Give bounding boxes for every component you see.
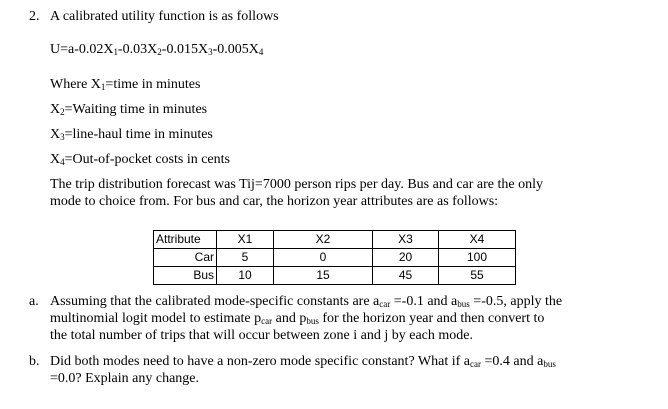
part-b-label: b.	[29, 354, 40, 369]
table-cell: 5	[217, 249, 274, 267]
question-intro: A calibrated utility function is as follows	[50, 9, 279, 24]
table-cell: 45	[373, 267, 439, 285]
table-cell: 100	[439, 249, 516, 267]
table-cell: Car	[154, 249, 217, 267]
definition-x4: $X_4=Out-of$-pocket costs in cents	[50, 152, 230, 167]
table-cell: 15	[274, 267, 373, 285]
table-row	[154, 249, 516, 267]
forecast-text-line-1: The trip distribution forecast was Tij=7000 person rips per day. Bus and car are the only	[50, 177, 544, 192]
table-header-cell: X4	[439, 231, 516, 249]
question-number: 2.	[29, 9, 40, 24]
forecast-text-line-2: mode to choice from. For bus and car, the horizon year attributes are as follows:	[50, 194, 499, 209]
table-cell: 10	[217, 267, 274, 285]
part-a-line-3: the total number of trips that will occur between zone i and j by each mode.	[50, 328, 473, 343]
table-row	[154, 267, 516, 285]
definition-x3: $X_3=line$-haul time in minutes	[50, 127, 213, 142]
utility-function: $U=a-0.02X_1-0.03X_2-0.015X_3-0.005X_4$	[50, 42, 264, 57]
table-header-cell: X1	[217, 231, 274, 249]
table-cell: 0	[274, 249, 373, 267]
definition-x1: Where $X_1=time$ in minutes	[50, 77, 201, 92]
table-header-row	[154, 231, 516, 249]
table-header-cell: X2	[274, 231, 373, 249]
part-b-line-1: Did both modes need to have a non-zero mode specific constant? What if $a_{car} =0.4$ and $a_{bus}$	[50, 354, 556, 369]
table-cell: 20	[373, 249, 439, 267]
part-a-line-2: multinomial logit model to estimate $p_{car}$ and $p_{bus}$ for the horizon year and then convert to	[50, 311, 545, 326]
table-cell: 55	[439, 267, 516, 285]
part-a-line-1: Assuming that the calibrated mode-specific constants are $a_{car} =-0.1$ and $a_{bus} =-0.5$, apply the	[50, 294, 563, 309]
table-cell: Bus	[154, 267, 217, 285]
table-header-cell: Attribute	[154, 231, 217, 249]
part-b-line-2: =0.0? Explain any change.	[50, 371, 200, 386]
definition-x2: $X_2=Waiting$ time in minutes	[50, 102, 208, 117]
attributes-table	[153, 230, 516, 285]
part-a-label: a.	[29, 294, 39, 309]
table-header-cell: X3	[373, 231, 439, 249]
